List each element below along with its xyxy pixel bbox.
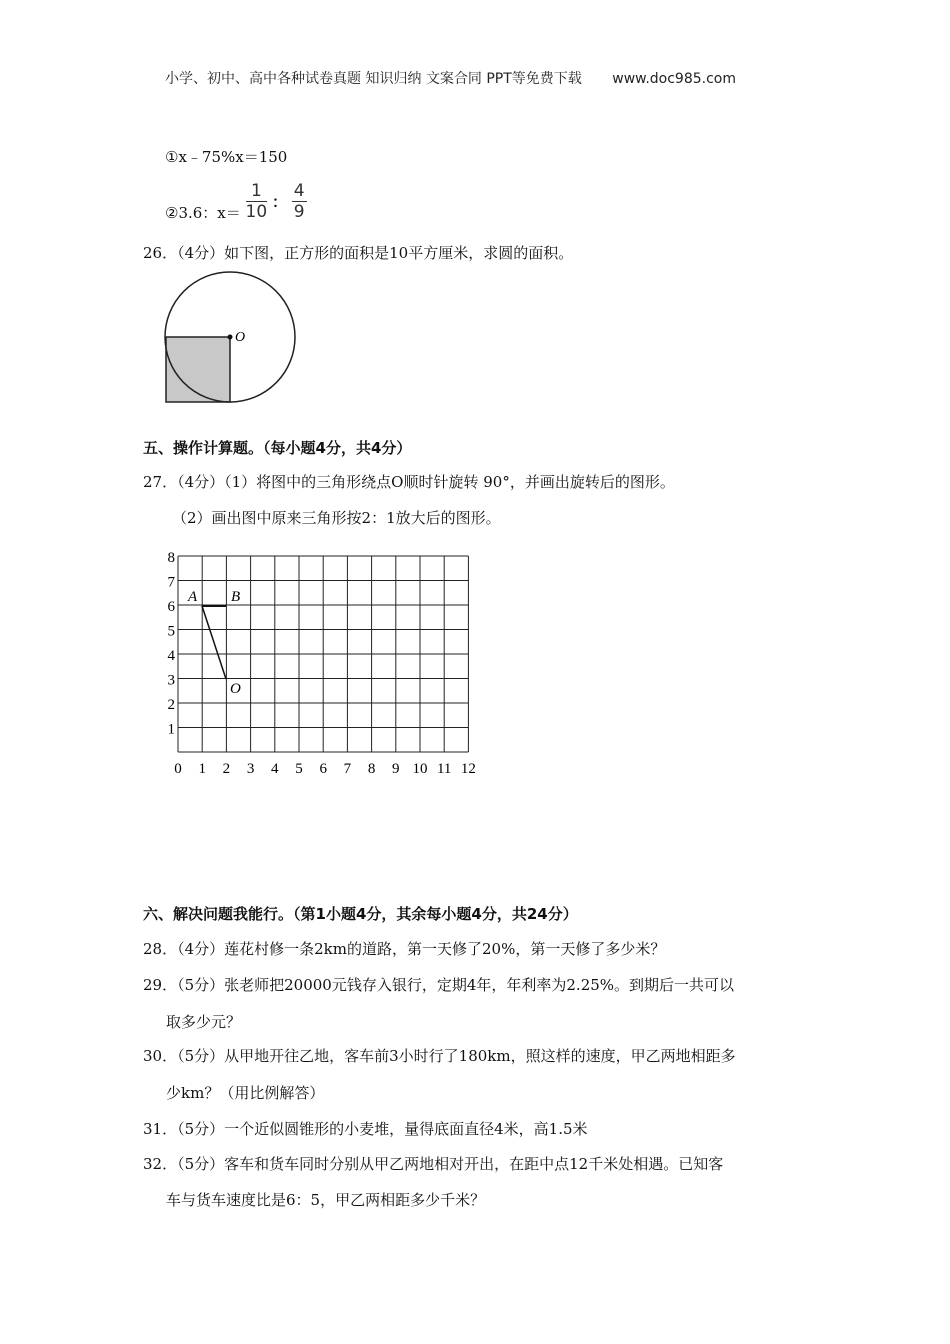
segment-ao	[202, 606, 226, 679]
point-b-label: B	[231, 589, 241, 605]
x-tick-label: 9	[392, 761, 400, 777]
header-text: 小学、初中、高中各种试卷真题 知识归纳 文案合同 PPT等免费下载	[165, 71, 582, 87]
y-tick-label: 1	[167, 721, 175, 738]
x-tick-label: 0	[174, 761, 182, 777]
x-tick-label: 8	[367, 761, 376, 777]
y-tick-label: 6	[167, 599, 175, 615]
question-32-line-2: 车与货车速度比是6：5，甲乙两相距多少千米？	[166, 1191, 486, 1209]
header-site-link[interactable]: www.doc985.com	[612, 71, 736, 87]
section-6-title: 六、解决问题我能行。（第1小题4分，其余每小题4分，共24分）	[143, 905, 578, 923]
x-tick-label: 6	[319, 761, 327, 777]
section-5-title: 五、操作计算题。（每小题4分，共4分）	[143, 439, 412, 457]
y-tick-label: 7	[167, 574, 175, 591]
fraction-2-den: 9	[293, 202, 305, 222]
fraction-1-den: 10	[245, 202, 268, 222]
question-30-line-2: 少km？（用比例解答）	[166, 1084, 325, 1102]
x-tick-label: 7	[343, 761, 352, 777]
y-tick-label: 3	[167, 672, 175, 689]
fraction-1	[246, 181, 268, 222]
center-label: O	[235, 330, 246, 345]
x-tick-label: 11	[436, 761, 452, 777]
x-tick-label: 4	[271, 761, 279, 777]
equation-2	[165, 180, 307, 223]
fraction-2	[292, 181, 307, 222]
y-tick-label: 8	[167, 550, 175, 566]
equation-1: ①x﹣75%x＝150	[165, 148, 288, 166]
circle-square-figure	[160, 268, 310, 408]
x-tick-label: 3	[246, 761, 255, 777]
fraction-2-num: 4	[293, 181, 305, 201]
point-a-label: A	[188, 589, 198, 605]
question-27-line-1: 27．（4分）（1）将图中的三角形绕点O顺时针旋转 90°，并画出旋转后的图形。	[143, 473, 675, 491]
page-header	[165, 68, 736, 88]
fraction-1-num: 1	[246, 181, 268, 202]
y-tick-label: 4	[167, 648, 175, 664]
ratio-colon: ：	[271, 193, 287, 211]
question-26: 26．（4分）如下图，正方形的面积是10平方厘米，求圆的面积。	[143, 244, 574, 262]
question-29-line-2: 取多少元？	[166, 1013, 242, 1031]
question-31: 31．（5分）一个近似圆锥形的小麦堆，量得底面直径4米，高1.5米	[143, 1120, 588, 1138]
x-axis-labels	[174, 761, 476, 777]
x-tick-label: 10	[412, 761, 428, 777]
question-28: 28．（4分）莲花村修一条2km的道路，第一天修了20%，第一天修了多少米？	[143, 940, 666, 958]
equation-2-prefix: ②3.6：x＝	[165, 204, 241, 222]
grid-lines	[178, 556, 468, 752]
center-point	[228, 335, 233, 340]
x-tick-label: 5	[295, 761, 303, 777]
x-tick-label: 12	[460, 761, 476, 777]
y-tick-label: 2	[167, 697, 175, 713]
grid-figure	[160, 545, 490, 785]
question-32-line-1: 32．（5分）客车和货车同时分别从甲乙两地相对开出，在距中点12千米处相遇。已知客	[143, 1155, 724, 1173]
question-27-line-2: （2）画出图中原来三角形按2：1放大后的图形。	[172, 509, 501, 527]
question-30-line-1: 30．（5分）从甲地开往乙地，客车前3小时行了180km，照这样的速度，甲乙两地相距多	[143, 1047, 736, 1065]
x-tick-label: 1	[198, 761, 206, 777]
y-axis-labels	[168, 550, 176, 738]
x-tick-label: 2	[222, 761, 231, 777]
shaded-square	[166, 337, 230, 402]
question-29-line-1: 29．（5分）张老师把20000元钱存入银行，定期4年，年利率为2.25%。到期后一共可以	[143, 976, 735, 994]
point-o-label: O	[230, 681, 241, 697]
y-tick-label: 5	[167, 623, 175, 640]
